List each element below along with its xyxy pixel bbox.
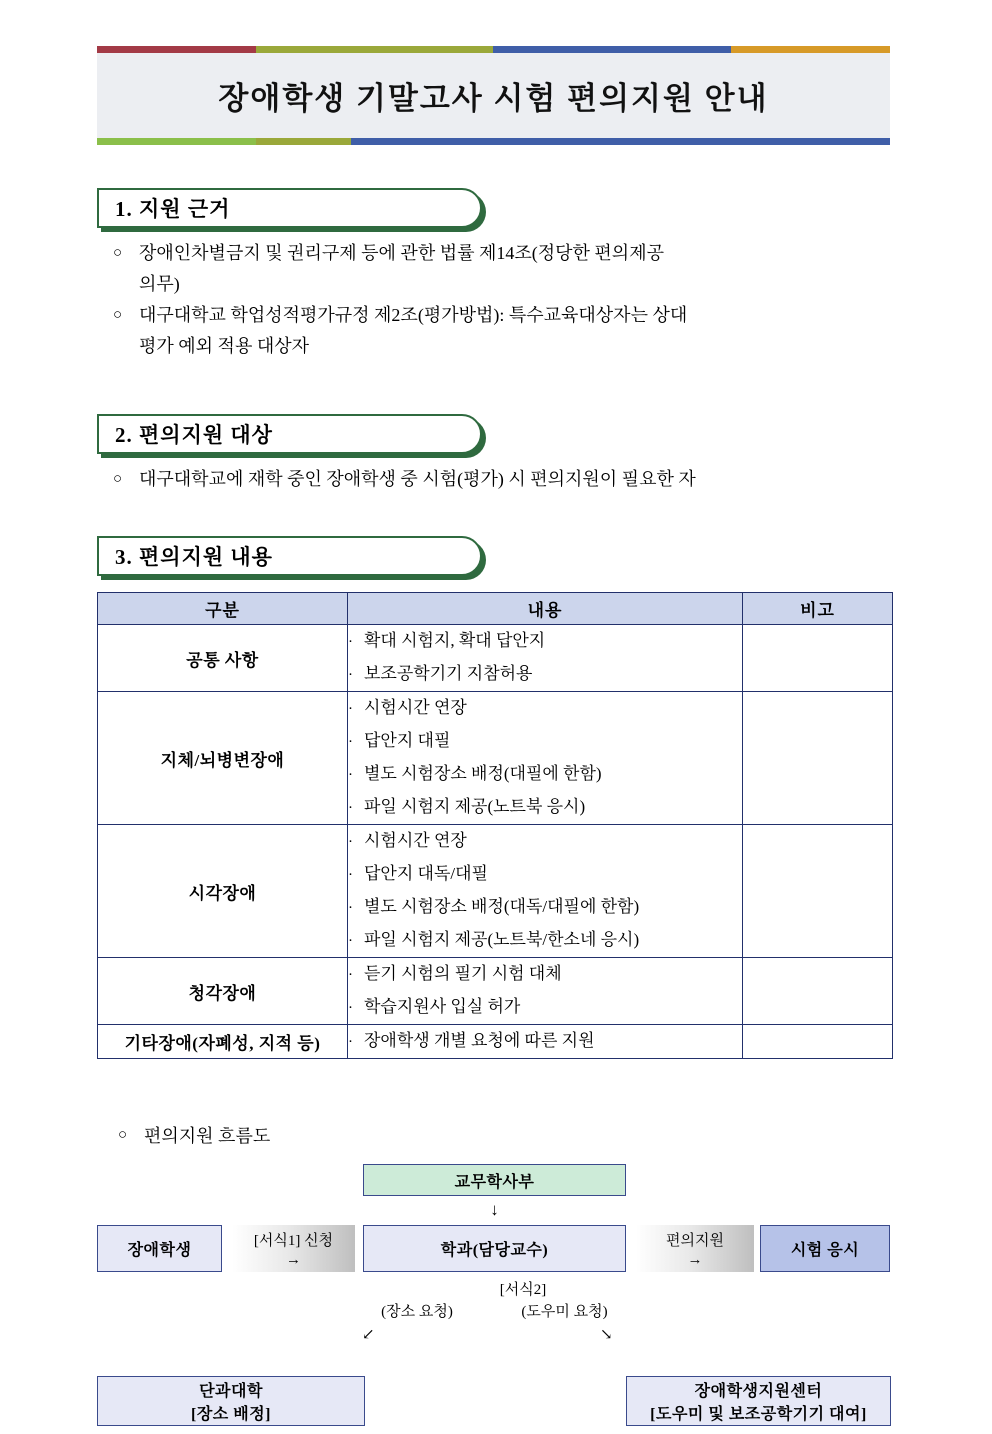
flow-node-academic-affairs-label: 교무학사부	[454, 1173, 535, 1191]
dash-icon: ·	[348, 1000, 353, 1016]
detail-text: 시험시간 연장	[364, 831, 467, 850]
flow-node-department	[363, 1225, 626, 1272]
detail-text: 답안지 대필	[364, 731, 451, 750]
table-cell-category: 기타장애(자폐성, 지적 등)	[98, 1025, 348, 1059]
table-cell-details	[348, 958, 743, 1025]
flow-arrow-down-right: ↘	[600, 1327, 613, 1343]
flowchart-label	[118, 1122, 270, 1148]
banner-top-rule	[97, 46, 890, 53]
detail-line	[348, 825, 742, 858]
table-header-cell: 구분	[98, 593, 348, 625]
flow-node-department-label: 학과(담당교수)	[440, 1242, 549, 1259]
banner-seg-7	[351, 138, 890, 145]
dash-icon: ·	[348, 701, 353, 717]
detail-text: 파일 시험지 제공(노트북 응시)	[364, 797, 586, 816]
flow-node-academic-affairs	[363, 1164, 626, 1196]
title-banner	[97, 46, 890, 145]
table-cell-note	[743, 692, 893, 825]
dash-icon: ·	[348, 867, 353, 883]
table-row	[98, 692, 893, 825]
section-heading-2-label: 2. 편의지원 대상	[115, 423, 273, 447]
detail-line	[348, 858, 742, 891]
detail-line	[348, 758, 742, 791]
detail-line	[348, 1025, 742, 1058]
list-item-text-cont: 의무)	[139, 274, 180, 294]
flow-connector-support-arrow: →	[687, 1251, 703, 1268]
detail-line	[348, 658, 742, 691]
detail-text: 확대 시험지, 확대 답안지	[364, 631, 546, 650]
dash-icon: ·	[348, 800, 353, 816]
flow-node-support-center	[626, 1376, 891, 1426]
table-cell-category: 지체/뇌병변장애	[98, 692, 348, 825]
detail-line	[348, 958, 742, 991]
dash-icon: ·	[348, 734, 353, 750]
dash-icon: ·	[348, 767, 353, 783]
banner-bottom-rule	[97, 138, 890, 145]
flow-node-college	[97, 1376, 365, 1426]
banner-seg-6	[256, 138, 351, 145]
flow-helper-request-label: (도우미 요청)	[521, 1304, 608, 1320]
table-cell-note	[743, 1025, 893, 1059]
dash-icon: ·	[348, 634, 353, 650]
bullet-icon: ○	[118, 1126, 128, 1143]
table-cell-note	[743, 958, 893, 1025]
list-item-text-cont: 평가 예외 적용 대상자	[139, 336, 309, 356]
bullet-icon: ○	[113, 307, 123, 323]
flow-node-college-label-1: 단과대학	[199, 1383, 263, 1400]
dash-icon: ·	[348, 933, 353, 949]
support-table-wrapper	[97, 592, 892, 1059]
flow-connector-support	[636, 1225, 754, 1272]
list-item	[113, 464, 903, 495]
flowchart-label-text: 편의지원 흐름도	[144, 1126, 271, 1146]
table-row	[98, 625, 893, 692]
flow-connector-apply-label: [서식1] 신청	[253, 1232, 334, 1249]
bullet-icon: ○	[113, 471, 123, 487]
detail-text: 듣기 시험의 필기 시험 대체	[364, 964, 562, 983]
banner-seg-1	[97, 46, 256, 53]
banner-seg-2	[256, 46, 494, 53]
flow-node-exam-label: 시험 응시	[790, 1242, 860, 1259]
table-cell-details	[348, 692, 743, 825]
table-header-cell: 비고	[743, 593, 893, 625]
table-header-row	[98, 593, 893, 625]
support-table	[97, 592, 893, 1059]
detail-line	[348, 991, 742, 1024]
table-header-cell: 내용	[348, 593, 743, 625]
flow-arrow-down: ↓	[490, 1200, 499, 1219]
detail-line	[348, 791, 742, 824]
detail-text: 답안지 대독/대필	[364, 864, 488, 883]
detail-line	[348, 625, 742, 658]
flow-form2-label: [서식2]	[499, 1282, 547, 1298]
detail-text: 별도 시험장소 배정(대독/대필에 한함)	[364, 897, 640, 916]
dash-icon: ·	[348, 1034, 353, 1050]
dash-icon: ·	[348, 667, 353, 683]
table-cell-details	[348, 825, 743, 958]
dash-icon: ·	[348, 900, 353, 916]
table-cell-category: 청각장애	[98, 958, 348, 1025]
dash-icon: ·	[348, 967, 353, 983]
flow-arrow-down-left: ↙	[362, 1327, 375, 1343]
flow-place-request-label: (장소 요청)	[381, 1304, 453, 1320]
section-heading-3	[97, 536, 482, 576]
detail-line	[348, 725, 742, 758]
list-item	[113, 300, 888, 331]
flow-node-exam	[760, 1225, 890, 1272]
banner-seg-3	[493, 46, 731, 53]
table-cell-note	[743, 825, 893, 958]
table-cell-category: 공통 사항	[98, 625, 348, 692]
page-title: 장애학생 기말고사 시험 편의지원 안내	[218, 81, 769, 116]
detail-text: 파일 시험지 제공(노트북/한소네 응시)	[364, 930, 640, 949]
section-heading-1-label: 1. 지원 근거	[115, 197, 231, 221]
table-cell-category: 시각장애	[98, 825, 348, 958]
bullet-icon: ○	[113, 245, 123, 261]
flow-connector-apply-arrow: →	[286, 1251, 301, 1268]
banner-seg-5	[97, 138, 256, 145]
detail-text: 장애학생 개별 요청에 따른 지원	[364, 1031, 595, 1050]
list-item-text: 대구대학교 학업성적평가규정 제2조(평가방법): 특수교육대상자는 상대	[139, 305, 688, 325]
banner-body	[97, 53, 890, 138]
table-row	[98, 958, 893, 1025]
detail-text: 시험시간 연장	[364, 698, 467, 717]
section-heading-1	[97, 188, 482, 228]
section-heading-2	[97, 414, 482, 454]
flow-node-student-label: 장애학생	[127, 1242, 192, 1259]
flow-node-student	[97, 1225, 222, 1272]
section-2-list	[113, 464, 903, 495]
section-1-list	[113, 238, 888, 362]
list-item	[113, 238, 888, 269]
flow-node-college-label-2: [장소 배정]	[191, 1406, 271, 1423]
section-heading-3-label: 3. 편의지원 내용	[115, 545, 273, 569]
detail-line	[348, 692, 742, 725]
banner-seg-4	[731, 46, 890, 53]
table-row	[98, 825, 893, 958]
table-cell-details	[348, 1025, 743, 1059]
flow-node-support-center-label-1: 장애학생지원센터	[694, 1383, 823, 1400]
list-item-text: 장애인차별금지 및 권리구제 등에 관한 법률 제14조(정당한 편의제공	[139, 243, 664, 263]
flow-node-support-center-label-2: [도우미 및 보조공학기기 대여]	[650, 1406, 867, 1423]
flow-connector-apply	[232, 1225, 355, 1272]
flow-connector-support-label: 편의지원	[666, 1232, 724, 1249]
detail-text: 보조공학기기 지참허용	[364, 664, 533, 683]
detail-text: 학습지원사 입실 허가	[364, 997, 521, 1016]
list-item-text: 대구대학교에 재학 중인 장애학생 중 시험(평가) 시 편의지원이 필요한 자	[139, 469, 696, 489]
detail-text: 별도 시험장소 배정(대필에 한함)	[364, 764, 602, 783]
table-row	[98, 1025, 893, 1059]
table-cell-note	[743, 625, 893, 692]
dash-icon: ·	[348, 834, 353, 850]
detail-line	[348, 891, 742, 924]
table-cell-details	[348, 625, 743, 692]
detail-line	[348, 924, 742, 957]
